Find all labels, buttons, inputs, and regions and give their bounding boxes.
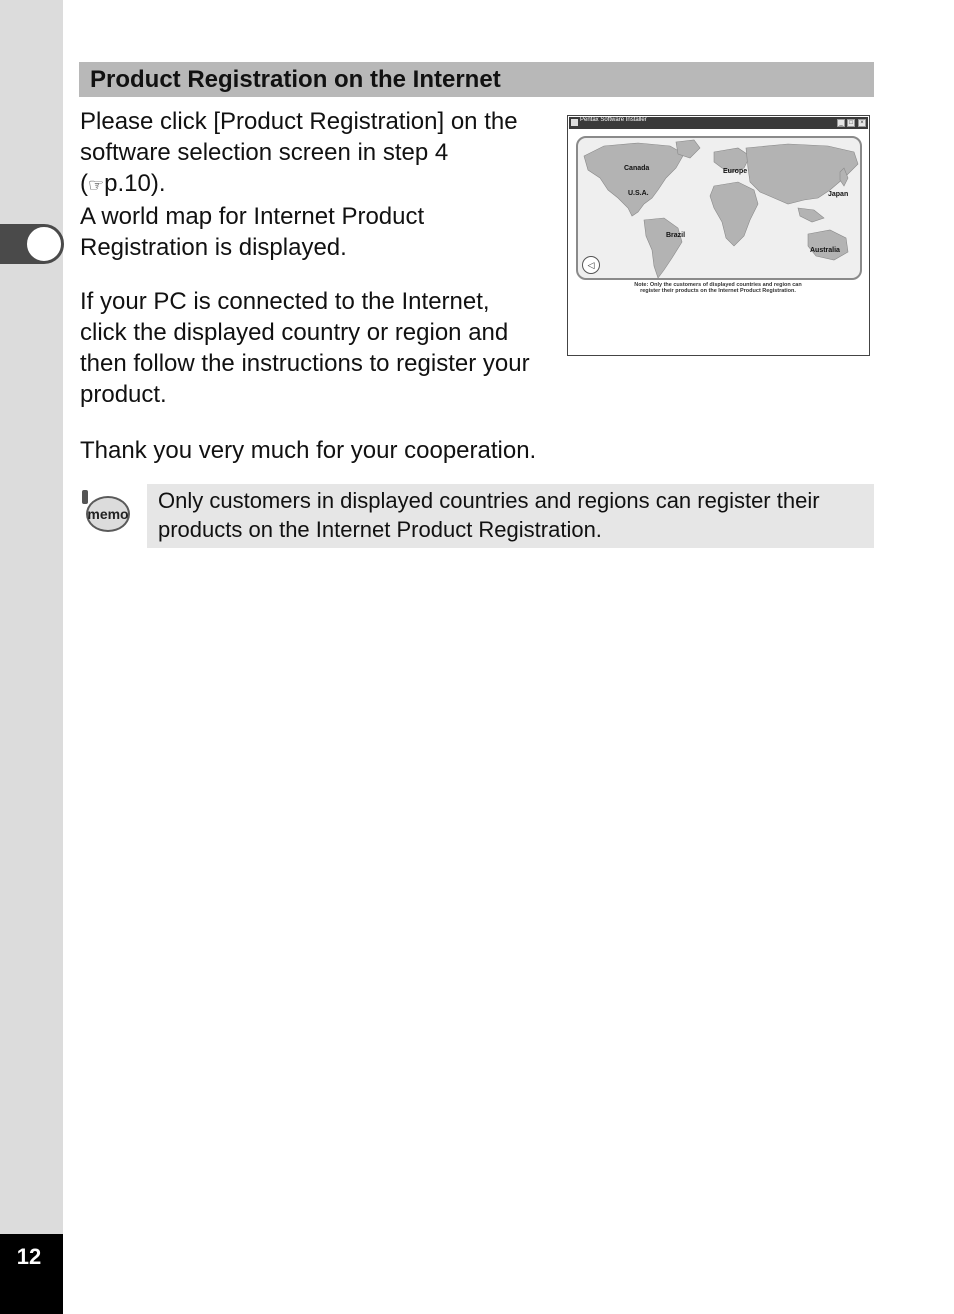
page-reference <box>80 168 560 201</box>
memo-tab <box>82 490 88 504</box>
text-line: software selection screen in step 4 <box>80 139 449 166</box>
map-note-line: Note: Only the customers of displayed countries and region can <box>634 282 802 288</box>
south-america-shape <box>644 218 682 278</box>
section-title: Product Registration on the Internet <box>90 66 501 93</box>
world-map <box>576 136 862 280</box>
paren: ( <box>80 170 88 197</box>
app-icon <box>571 119 578 126</box>
memo-text: Only customers in displayed countries and regions can register their products on the Internet Product Registration. <box>158 488 820 542</box>
region-japan[interactable]: Japan <box>828 191 849 198</box>
installer-screenshot <box>567 115 870 356</box>
africa-shape <box>710 182 758 246</box>
southeast-asia-shape <box>798 208 824 222</box>
north-america-shape <box>584 143 684 216</box>
text-line: If your PC is connected to the Internet, <box>80 288 490 315</box>
region-usa[interactable]: U.S.A. <box>628 190 649 197</box>
australia-shape <box>808 230 848 260</box>
text-line: Please click [Product Registration] on the <box>80 108 518 135</box>
page-ref-text: p.10). <box>104 170 166 197</box>
text-line: product. <box>80 381 167 408</box>
text-line: Registration is displayed. <box>80 234 347 261</box>
pointing-hand-icon: ☞ <box>88 175 105 195</box>
back-arrow-icon[interactable]: ◁ <box>582 256 600 274</box>
world-map-graphic <box>578 138 862 280</box>
region-europe[interactable]: Europe <box>723 168 748 175</box>
text-line: Thank you very much for your cooperation. <box>80 437 537 464</box>
thanks-paragraph <box>80 435 640 466</box>
page-number: 12 <box>16 1244 42 1269</box>
window-title: Pentax Software Installer <box>580 117 647 123</box>
memo-label: memo <box>87 506 129 522</box>
maximize-button[interactable]: □ <box>847 119 855 127</box>
window-titlebar <box>569 117 868 129</box>
side-margin-strip <box>0 0 63 1314</box>
text-line: click the displayed country or region and <box>80 319 509 346</box>
region-canada[interactable]: Canada <box>624 165 650 172</box>
map-note-line: register their products on the Internet Product Registration. <box>640 288 796 294</box>
chapter-indicator-icon <box>24 224 64 264</box>
text-line: A world map for Internet Product <box>80 203 425 230</box>
minimize-button[interactable]: _ <box>837 119 845 127</box>
region-brazil[interactable]: Brazil <box>666 232 686 239</box>
memo-box <box>147 484 874 548</box>
connection-paragraph <box>80 286 560 410</box>
section-header <box>79 62 874 97</box>
instruction-paragraph <box>80 106 560 263</box>
text-line: then follow the instructions to register your <box>80 350 530 377</box>
close-button[interactable]: × <box>858 119 866 127</box>
region-australia[interactable]: Australia <box>810 247 840 254</box>
map-note <box>618 282 818 294</box>
memo-icon <box>80 488 132 536</box>
